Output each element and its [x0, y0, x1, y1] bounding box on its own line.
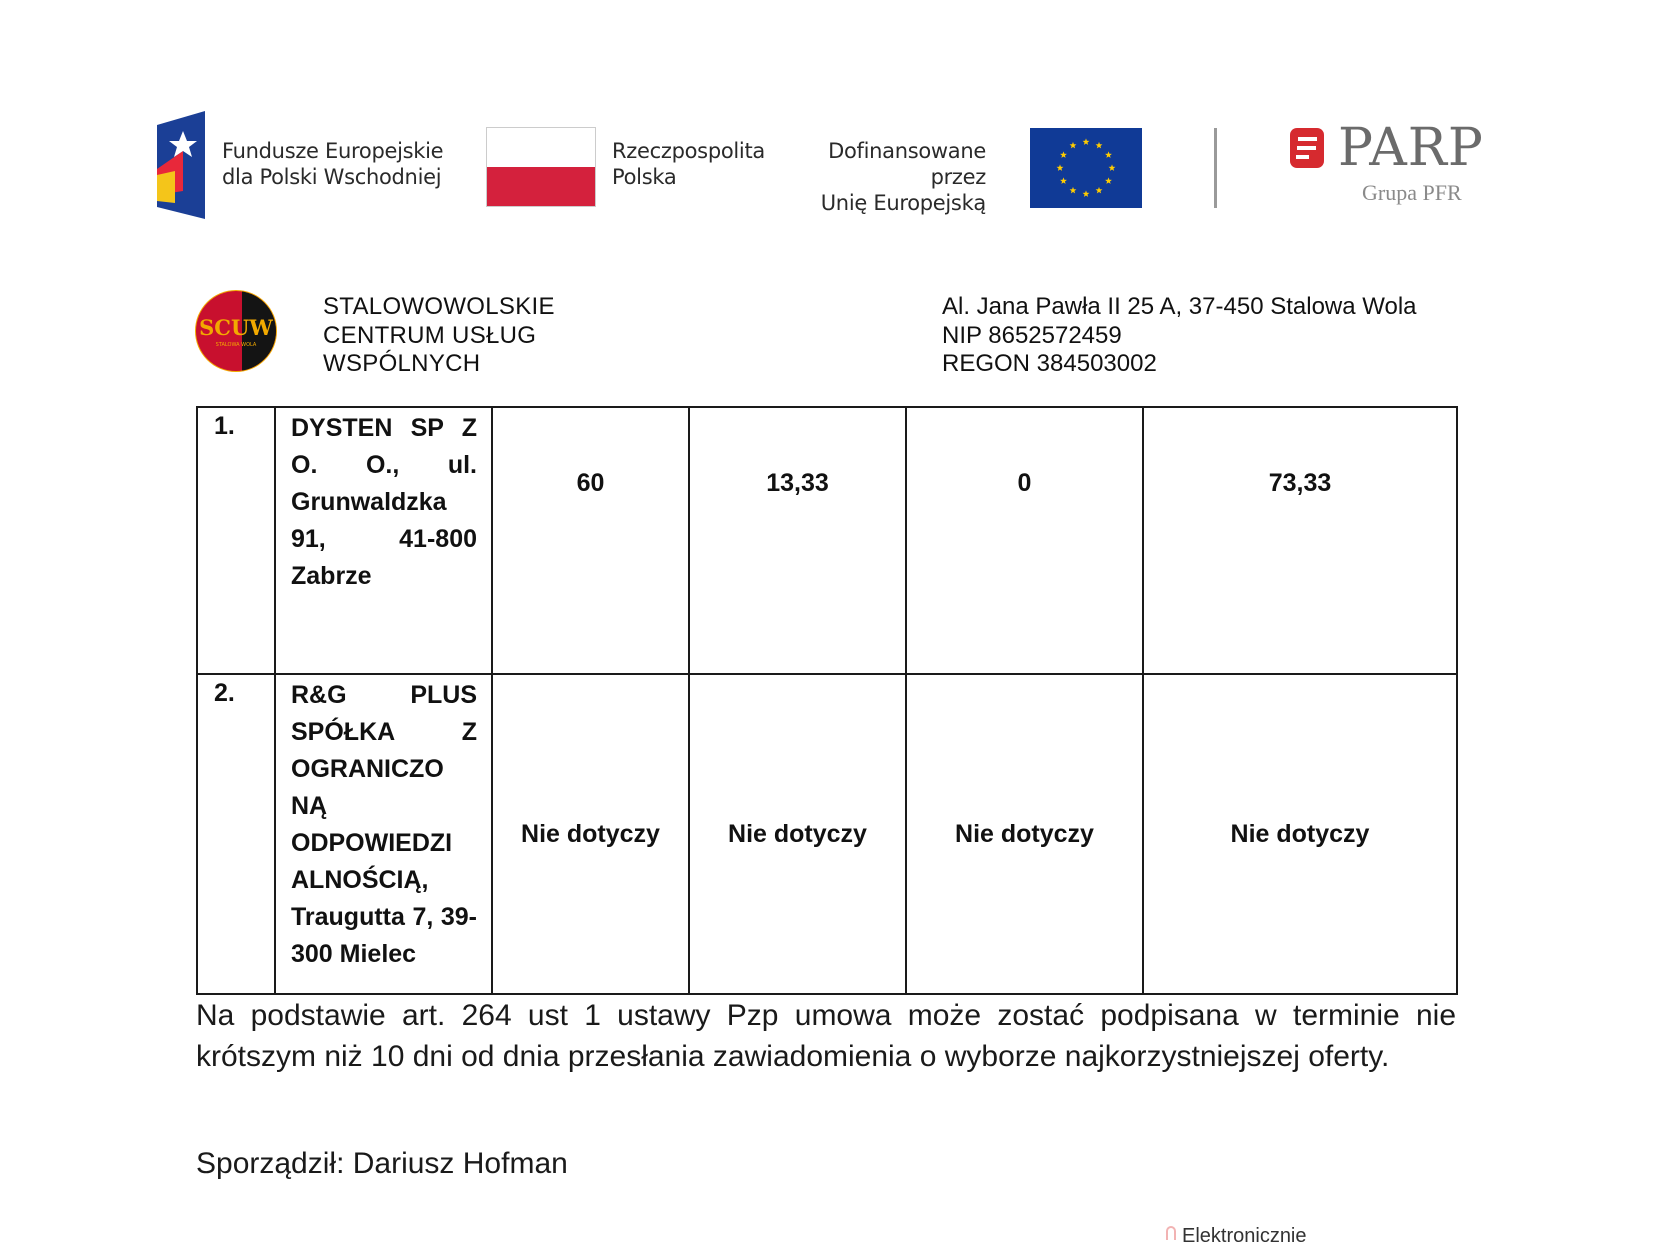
value-cell: Nie dotyczy — [1143, 674, 1457, 994]
institution-name-line3: WSPÓLNYCH — [323, 350, 481, 377]
institution-regon: REGON 384503002 — [942, 350, 1157, 377]
institution-name — [323, 293, 555, 379]
bidder-cell: R&G PLUS SPÓŁKA Z OGRANICZO NĄ ODPOWIEDZI ALNOŚCIĄ, Traugutta 7, 39-300 Mielec — [275, 674, 492, 994]
parp-logo-subtitle: Grupa PFR — [1362, 180, 1462, 205]
value-cell: 13,33 — [689, 407, 906, 674]
value-cell: Nie dotyczy — [492, 674, 689, 994]
eu-logo-text — [790, 138, 986, 216]
poland-flag-icon — [486, 127, 596, 207]
signature-stamp-text: Elektronicznie — [1182, 1225, 1307, 1247]
value-cell: 73,33 — [1143, 407, 1457, 674]
table-row — [197, 674, 1457, 994]
value-cell: Nie dotyczy — [906, 674, 1143, 994]
institution-contact — [942, 293, 1417, 379]
fundusze-europejskie-logo-icon — [153, 111, 211, 219]
fe-logo-line1: Fundusze Europejskie — [222, 139, 444, 163]
parp-logo-icon — [1288, 126, 1326, 170]
poland-logo-line2: Polska — [612, 165, 677, 189]
table-row — [197, 407, 1457, 674]
eu-logo-line2: Unię Europejską — [820, 191, 986, 215]
signature-stamp-icon — [1166, 1226, 1176, 1240]
eu-flag-icon — [1030, 128, 1142, 208]
institution-nip: NIP 8652572459 — [942, 321, 1122, 349]
prepared-by-line: Sporządził: Dariusz Hofman — [196, 1147, 568, 1180]
funding-logo-strip — [150, 108, 1500, 224]
row-number-cell: 2. — [197, 674, 275, 994]
fe-logo-text — [222, 138, 443, 190]
poland-logo-line1: Rzeczpospolita — [612, 139, 765, 163]
bidder-cell: DYSTEN SP Z O. O., ul. Grunwaldzka 91, 41-800 Zabrze — [275, 407, 492, 674]
institution-name-line2: CENTRUM USŁUG — [323, 321, 537, 349]
value-cell: Nie dotyczy — [689, 674, 906, 994]
institution-name-line1: STALOWOWOLSKIE — [323, 293, 555, 320]
legal-note-paragraph: Na podstawie art. 264 ust 1 ustawy Pzp umowa może zostać podpisana w terminie nie krótszym niż 10 dni od dnia przesłania zawiadomienia o wyborze najkorzystniejszej oferty. — [196, 999, 1456, 1073]
poland-logo-text — [612, 138, 765, 190]
scuw-logo-icon — [194, 289, 278, 373]
eu-logo-line1: Dofinansowane przez — [828, 139, 986, 189]
value-cell: 0 — [906, 407, 1143, 674]
value-cell: 60 — [492, 407, 689, 674]
parp-logo-name: PARP — [1338, 118, 1484, 178]
fe-logo-line2: dla Polski Wschodniej — [222, 165, 442, 189]
scuw-logo-text: SCUW — [199, 315, 273, 340]
offers-results-table — [196, 406, 1458, 995]
institution-address: Al. Jana Pawła II 25 A, 37-450 Stalowa Wola — [942, 293, 1417, 320]
logo-divider — [1214, 128, 1217, 208]
scuw-logo-subtext: STALOWA WOLA — [215, 342, 257, 348]
row-number-cell: 1. — [197, 407, 275, 674]
